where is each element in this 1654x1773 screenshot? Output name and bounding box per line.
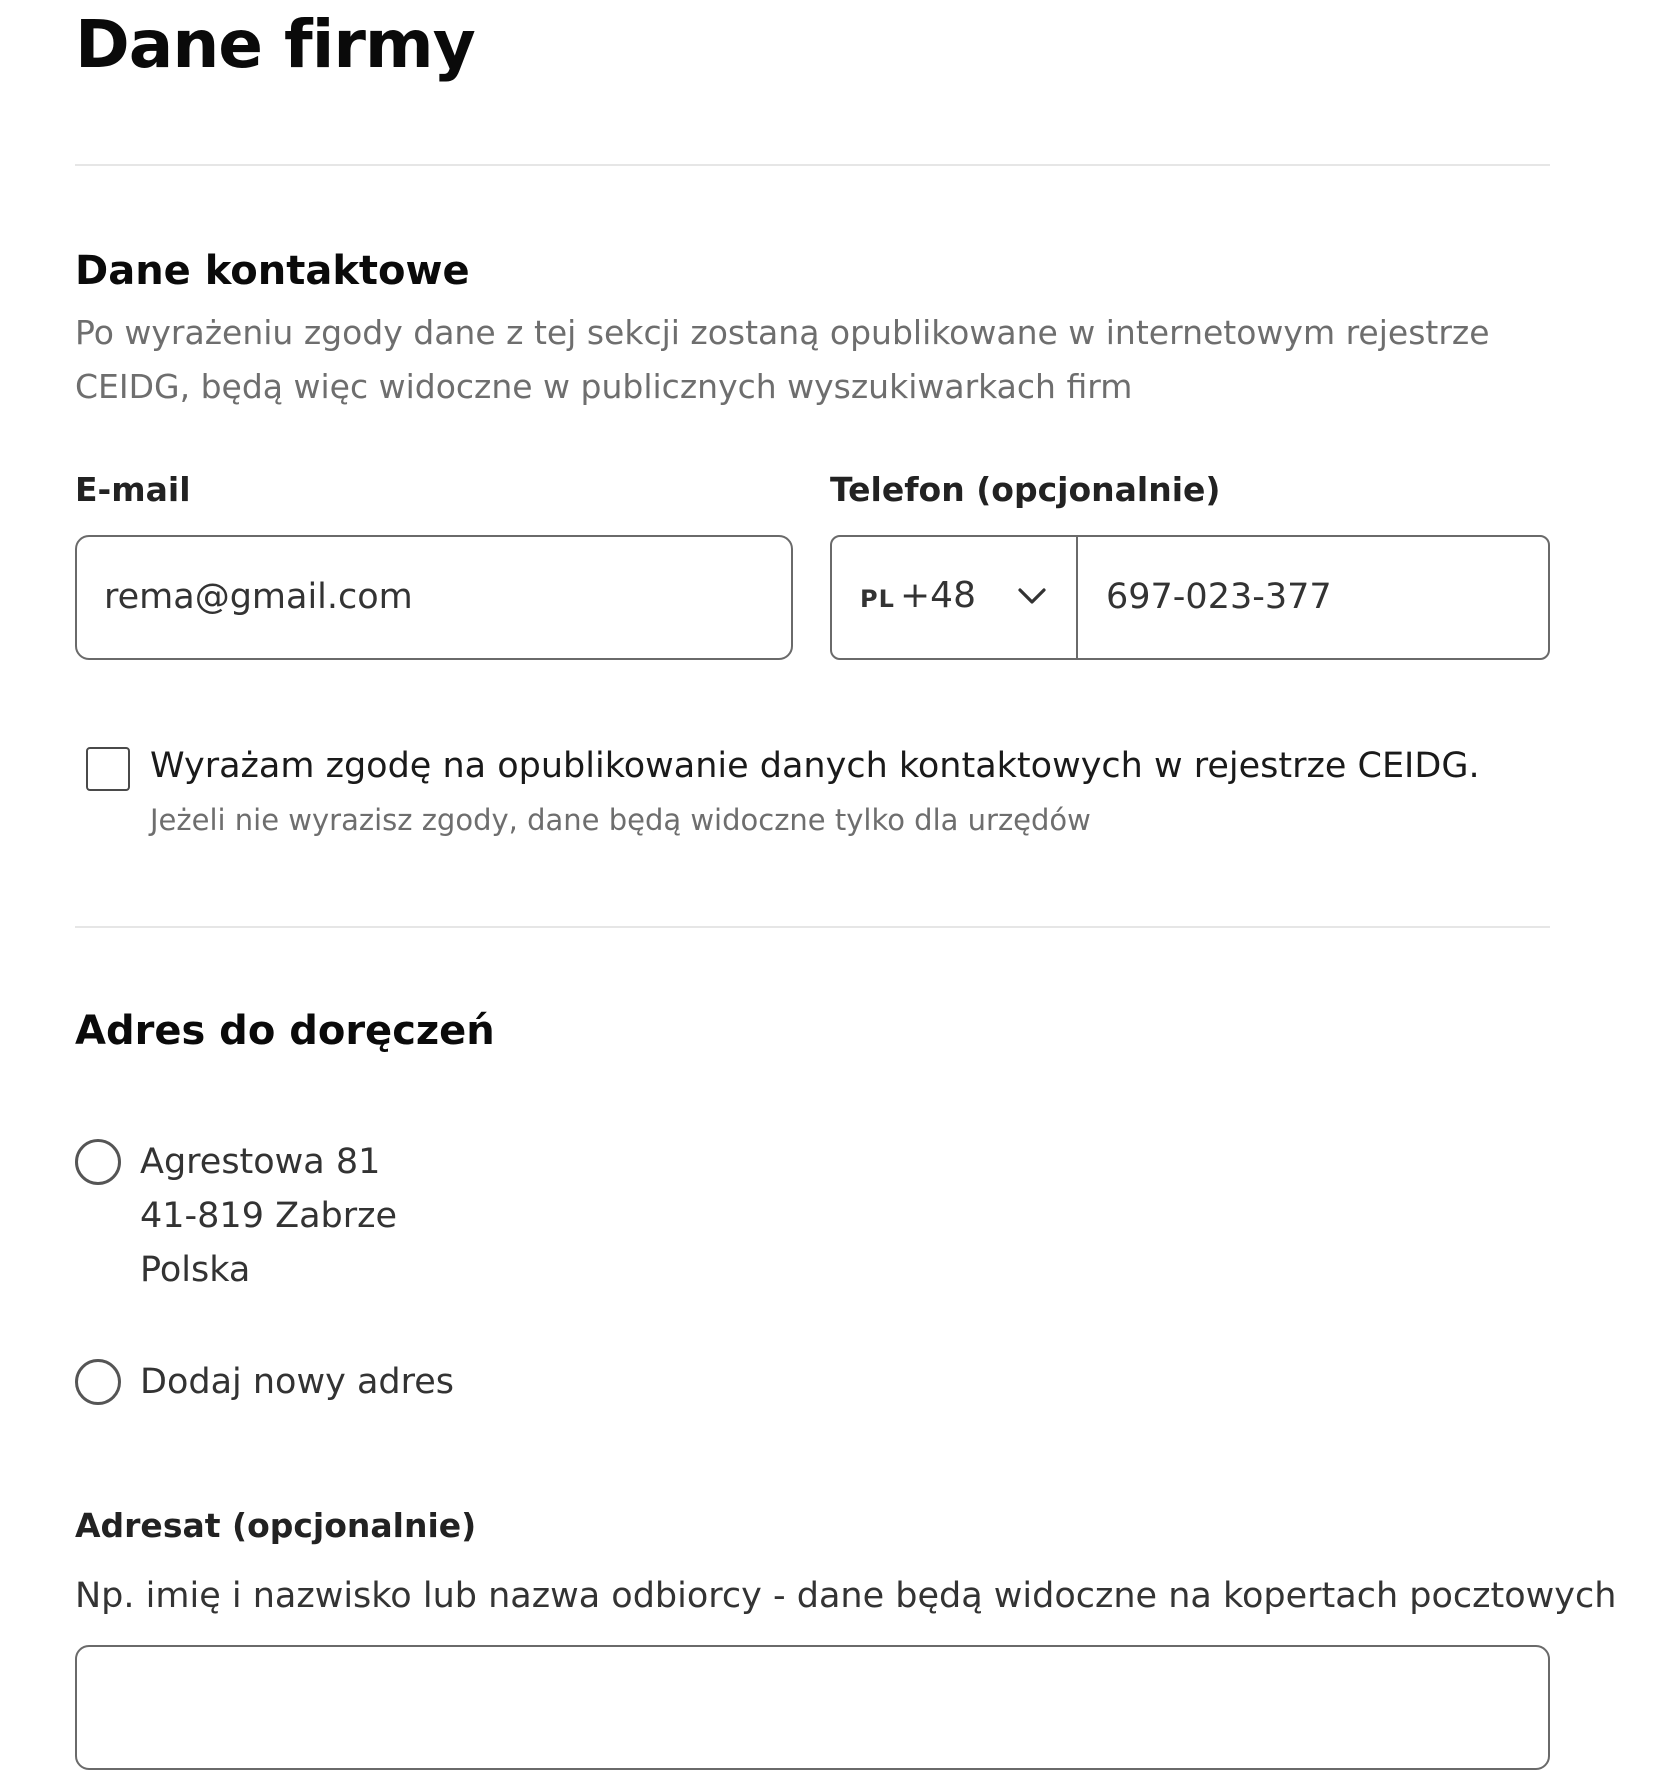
- address-line-street[interactable]: Agrestowa 81: [140, 1142, 381, 1182]
- consent-label[interactable]: Wyrażam zgodę na opublikowanie danych kontaktowych w rejestrze CEIDG.: [150, 746, 1480, 786]
- address-radio-existing[interactable]: [75, 1139, 121, 1185]
- address-radio-new[interactable]: [75, 1359, 121, 1405]
- address-line-country[interactable]: Polska: [140, 1250, 251, 1290]
- country-code: PL: [860, 585, 895, 613]
- chevron-down-icon: [1016, 580, 1048, 612]
- phone-field-group: [830, 535, 1550, 660]
- country-code-select[interactable]: [832, 537, 1078, 658]
- contact-section-title: Dane kontaktowe: [75, 248, 470, 294]
- email-value: rema@gmail.com: [104, 577, 413, 617]
- consent-checkbox[interactable]: [86, 747, 130, 791]
- addressee-hint: Np. imię i nazwisko lub nazwa odbiorcy - dane będą widoczne na kopertach pocztowych: [75, 1576, 1617, 1616]
- addressee-label: Adresat (opcjonalnie): [75, 1506, 477, 1545]
- contact-section-description: Po wyrażeniu zgody dane z tej sekcji zostaną opublikowane w internetowym rejestrze CEIDG, będą więc widoczne w publicznych wyszukiwarkach firm: [75, 313, 1490, 406]
- email-label: E-mail: [75, 470, 191, 509]
- add-new-address-label[interactable]: Dodaj nowy adres: [140, 1362, 454, 1402]
- addressee-input[interactable]: [75, 1645, 1550, 1770]
- delivery-section-title: Adres do doręczeń: [75, 1008, 495, 1054]
- email-field[interactable]: [75, 535, 793, 660]
- phone-label: Telefon (opcjonalnie): [830, 470, 1221, 509]
- page-title: Dane firmy: [75, 6, 475, 83]
- divider: [75, 926, 1550, 928]
- address-line-city[interactable]: 41-819 Zabrze: [140, 1196, 398, 1236]
- phone-input[interactable]: 697-023-377: [1106, 577, 1332, 617]
- consent-hint: Jeżeli nie wyrazisz zgody, dane będą widoczne tylko dla urzędów: [150, 803, 1091, 837]
- divider: [75, 164, 1550, 166]
- dial-code: +48: [900, 575, 976, 616]
